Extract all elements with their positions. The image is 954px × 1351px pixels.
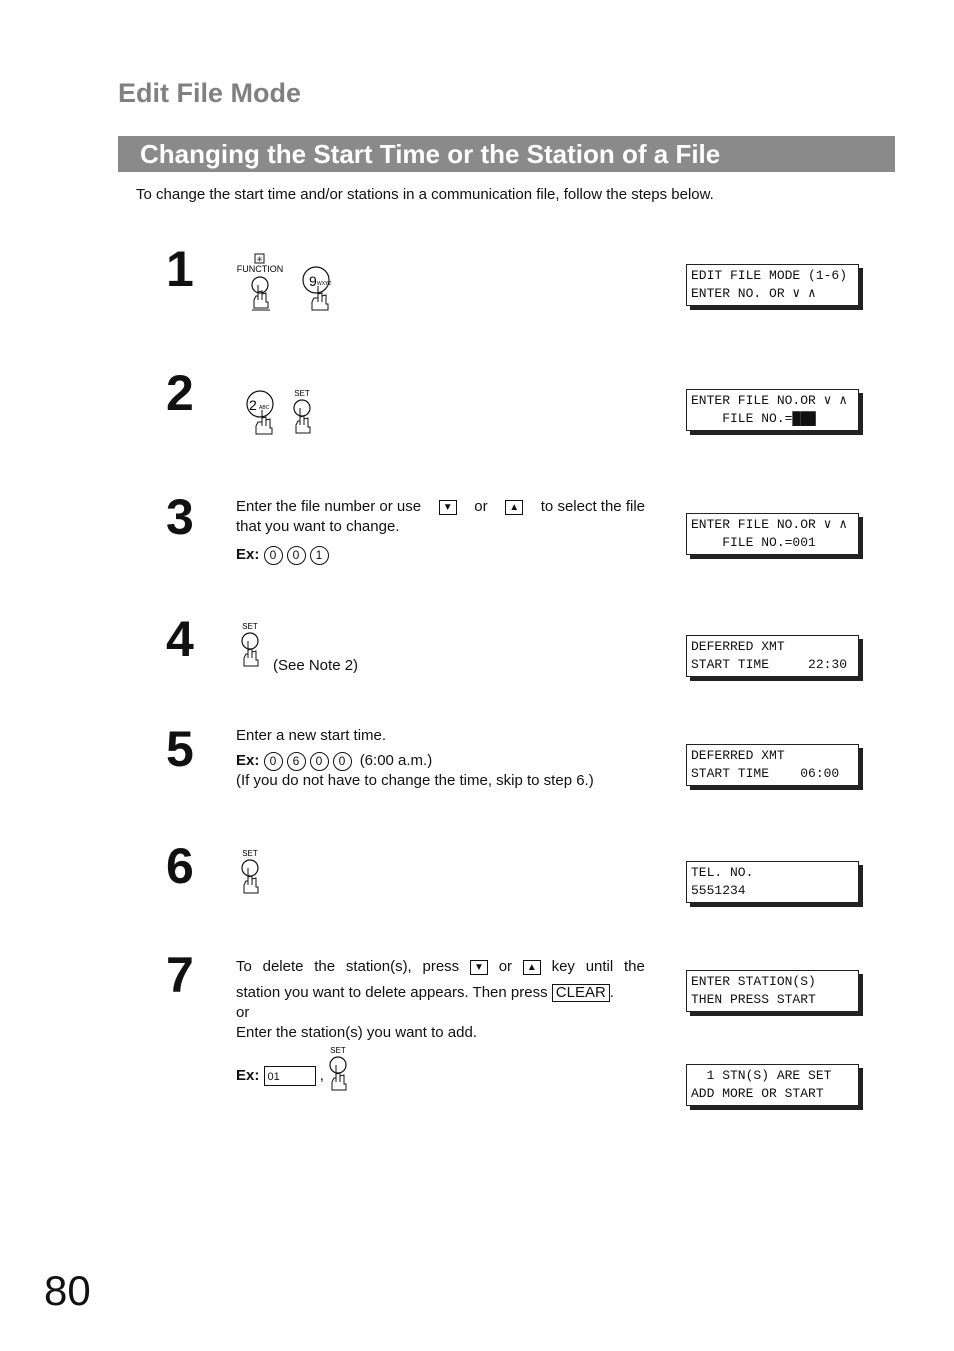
lcd-line: 5551234 [691,883,746,898]
instruction-text: key [551,958,575,975]
set-key-icon [288,387,328,444]
step-5-instructions [236,726,594,791]
lcd-line: ENTER FILE NO.OR ∨ ∧ [691,517,848,532]
see-note: (See Note 2) [273,657,359,674]
lcd-line: ENTER STATION(S) [691,974,816,989]
nine-key-digit: 9 [309,273,317,289]
set-key-label: SET [242,622,258,631]
instruction-text: to select the file [540,498,645,515]
step-number: 3 [166,489,194,545]
digit-key-icon: 0 [287,546,306,565]
function-key-label: FUNCTION [236,264,284,274]
lcd-line: DEFERRED XMT [691,748,785,763]
step-number: 7 [166,947,194,1003]
instruction-text: until [585,958,614,975]
lcd-display [686,264,859,306]
lcd-display [686,635,859,677]
function-key-icon [236,252,286,319]
intro-text: To change the start time and/or stations in a communication file, follow the steps below. [136,186,714,203]
lcd-line: FILE NO.=███ [691,411,816,426]
step-7-instructions [236,957,645,1043]
set-key-icon [236,620,276,677]
step-number: 1 [166,241,194,297]
title-banner [118,136,895,172]
example-label: Ex: [236,1067,260,1084]
two-key-icon [240,390,280,445]
lcd-line: START TIME 22:30 [691,657,848,672]
digit-key-icon: 1 [310,546,329,565]
step-7-example: Ex: 01 , [236,1066,324,1086]
station-number-input: 01 [264,1066,316,1086]
up-arrow-key-icon: ▲ [505,500,523,515]
digit-key-icon: 0 [264,546,283,565]
set-key-icon [324,1044,364,1101]
instruction-text: . [609,984,614,1001]
digit-key-icon: 0 [264,752,283,771]
lcd-display [686,513,859,555]
step-number: 2 [166,365,194,421]
down-arrow-key-icon: ▼ [470,960,488,975]
lcd-line: EDIT FILE MODE (1-6) [691,268,848,283]
section-title: Edit File Mode [118,78,302,108]
set-key-label: SET [330,1046,346,1055]
page-number: 80 [44,1267,91,1314]
lcd-line: ENTER NO. OR ∨ ∧ [691,286,816,301]
instruction-text: station you want to delete appears. Then press [236,984,548,1001]
instruction-text: Enter the file number or use [236,498,422,515]
instruction-text: press [422,958,460,975]
step-3-instructions [236,497,645,565]
example-label: Ex: [236,752,260,769]
example-label: Ex: [236,546,260,563]
two-key-digit: 2 [249,397,257,413]
instruction-text: that you want to change. [236,518,400,535]
lcd-line: THEN PRESS START [691,992,816,1007]
instruction-text: or [498,958,513,975]
page-title: Changing the Start Time or the Station of a File [140,139,721,169]
lcd-display [686,389,859,431]
step-number: 6 [166,838,194,894]
instruction-text: the [314,958,336,975]
up-arrow-key-icon: ▲ [523,960,541,975]
lcd-line: START TIME 06:00 [691,766,840,781]
clear-key: CLEAR [552,984,610,1002]
instruction-text: Enter the station(s) you want to add. [236,1024,477,1041]
step-number: 5 [166,721,194,777]
lcd-display [686,1064,859,1106]
instruction-text: To [236,958,252,975]
down-arrow-key-icon: ▼ [439,500,457,515]
lcd-line: ENTER FILE NO.OR ∨ ∧ [691,393,848,408]
digit-key-icon: 0 [310,752,329,771]
instruction-text: (If you do not have to change the time, skip to step 6.) [236,772,594,789]
lcd-display [686,861,859,903]
lcd-display [686,744,859,786]
instruction-text: or [236,1004,250,1021]
instruction-text: Enter a new start time. [236,727,387,744]
nine-key-icon [296,266,336,321]
lcd-display [686,970,859,1012]
digit-key-icon: 6 [287,752,306,771]
instruction-text: station(s), [345,958,412,975]
step-number: 4 [166,611,194,667]
time-note: (6:00 a.m.) [359,752,433,769]
digit-key-icon: 0 [333,752,352,771]
lcd-line: 1 STN(S) ARE SET [691,1068,832,1083]
two-key-letters: ABC [259,405,270,411]
svg-text:✳: ✳ [256,255,263,264]
lcd-line: ADD MORE OR START [691,1086,824,1101]
set-key-label: SET [294,389,310,398]
lcd-line: DEFERRED XMT [691,639,785,654]
nine-key-letters: WXYZ [317,281,332,287]
instruction-text: the [624,958,645,975]
lcd-line: TEL. NO. [691,865,754,880]
set-key-icon [236,847,276,904]
lcd-line: FILE NO.=001 [691,535,816,550]
set-key-label: SET [242,849,258,858]
instruction-text: delete [262,958,304,975]
instruction-text: or [474,498,488,515]
